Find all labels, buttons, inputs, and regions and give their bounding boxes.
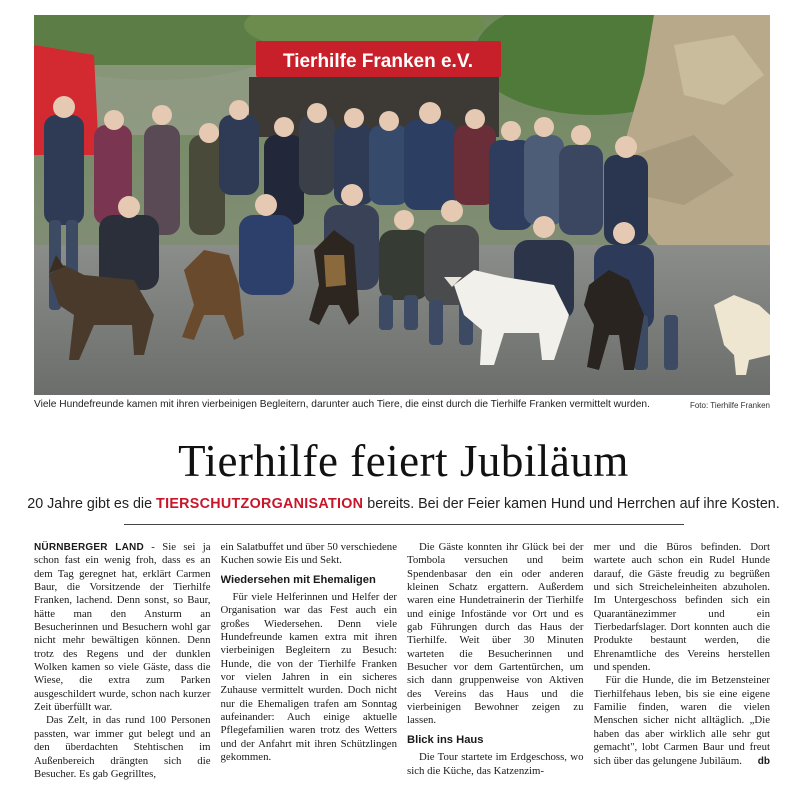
- column-1: [34, 541, 211, 796]
- paragraph: - Sie sei ja schon fast ein wenig froh, dass es an dem Tag geregnet hat, erklärt Carmen Baur, die Vorsitzende der Tierhilfe Franken, lachend. Denn sonst, so Baur, hätte man den Ansturm an Besucherinnen und Besuchern wohl gar nicht mehr bewältigen können. Denn trotz des Regens und der dunklen Wolken kamen so viele Gäste, dass die Wiese, die extra zum Parken ausgeschildert wurde, schon nach kurzer Zeit überfüllt war.: [34, 541, 211, 714]
- paragraph: Die Tour startete im Erdgeschoss, wo sich die Küche, das Katzenzim-: [407, 751, 584, 777]
- article-subline: [0, 496, 807, 512]
- subline-highlight: TIERSCHUTZORGANISATION: [156, 496, 364, 512]
- author-signature: db: [757, 755, 770, 767]
- article-photo: [34, 15, 770, 395]
- column-4: [594, 541, 771, 796]
- paragraph: Für die Hunde, die im Betzensteiner Tierhilfehaus leben, bis sie eine eigene Familie finden, waren die vielen Menschen sicher nicht alltäglich. „Die haben das aber wirklich alle sehr gut gemacht", lobt Carmen Baur und freut sich über das gelungene Jubiläum.: [593, 674, 770, 767]
- paragraph: Für viele Helferinnen und Helfer der Organisation war das Fest auch ein großes Wiedersehen. Denn viele Hundefreunde kamen extra mit ihren vierbeinigen Begleitern zu Besuch: Hunde, die von der Tierhilfe Franken vor vielen Jahren in ein sicheres Zuhause vermittelt wurden. Doch nicht nur die Ehemaligen trafen am Sonntag aufeinander: Auch einige aktuelle Pflegefamilien waren trotz des Wetters und der Anfahrt mit ihren Schützlingen gekommen.: [220, 591, 397, 764]
- column-2: [221, 541, 398, 796]
- paragraph: mer und die Büros befinden. Dort wartete auch schon ein Rudel Hunde darauf, die Gäste freudig zu begrüßen und sich Streicheleinheiten abzuholen. Im Untergeschoss befinden sich ein Quarantänezimmer und ein Tierbedarfslager. Dort konnten auch die Produkte bestaunt werden, die Ehrenamtliche des Vereins herstellen und spenden.: [593, 541, 770, 674]
- sign-text: Tierhilfe Franken e.V.: [282, 51, 474, 72]
- paragraph: ein Salatbuffet und über 50 verschiedene Kuchen sowie Eis und Sekt.: [220, 541, 397, 567]
- column-3: [407, 541, 584, 796]
- photo-caption: Viele Hundefreunde kamen mit ihren vierbeinigen Begleitern, darunter auch Tiere, die einst durch die Tierhilfe Franken vermittelt wurden.: [34, 399, 650, 410]
- paragraph: Die Gäste konnten ihr Glück bei der Tombola versuchen und beim Spendenbasar den ein oder anderen kleinen Schatz ergattern. Außerdem waren eine Hundetrainerin der Tierhilfe und einige Infostände vor Ort und es gab Führungen durch das Haus der Tierhilfe. Weit über 30 Minuten warteten die Besucherinnen und Besucher vor dem Gartentürchen, um sich dann gruppenweise von Aktiven des Vereins das Haus und die vierbeinigen Bewohner zeigen zu lassen.: [407, 541, 584, 727]
- subline-text-post: bereits. Bei der Feier kamen Hund und Herrchen auf ihre Kosten.: [363, 496, 780, 512]
- article-body: [34, 541, 770, 796]
- article-headline: Tierhilfe feiert Jubiläum: [178, 436, 629, 486]
- group-photo-illustration: [34, 15, 770, 395]
- paragraph: Das Zelt, in das rund 100 Personen passten, war immer gut belegt und an den überdachten Stehtischen im Außenbereich drängten sich die Besucher. Es gab Gegrilltes,: [34, 714, 211, 780]
- photo-credit: Foto: Tierhilfe Franken: [689, 401, 770, 410]
- subline-text-pre: 20 Jahre gibt es die: [27, 496, 157, 512]
- dateline: NÜRNBERGER LAND: [34, 542, 144, 553]
- subheading: Wiedersehen mit Ehemaligen: [220, 573, 376, 586]
- divider: [124, 524, 684, 525]
- subheading: Blick ins Haus: [407, 733, 484, 746]
